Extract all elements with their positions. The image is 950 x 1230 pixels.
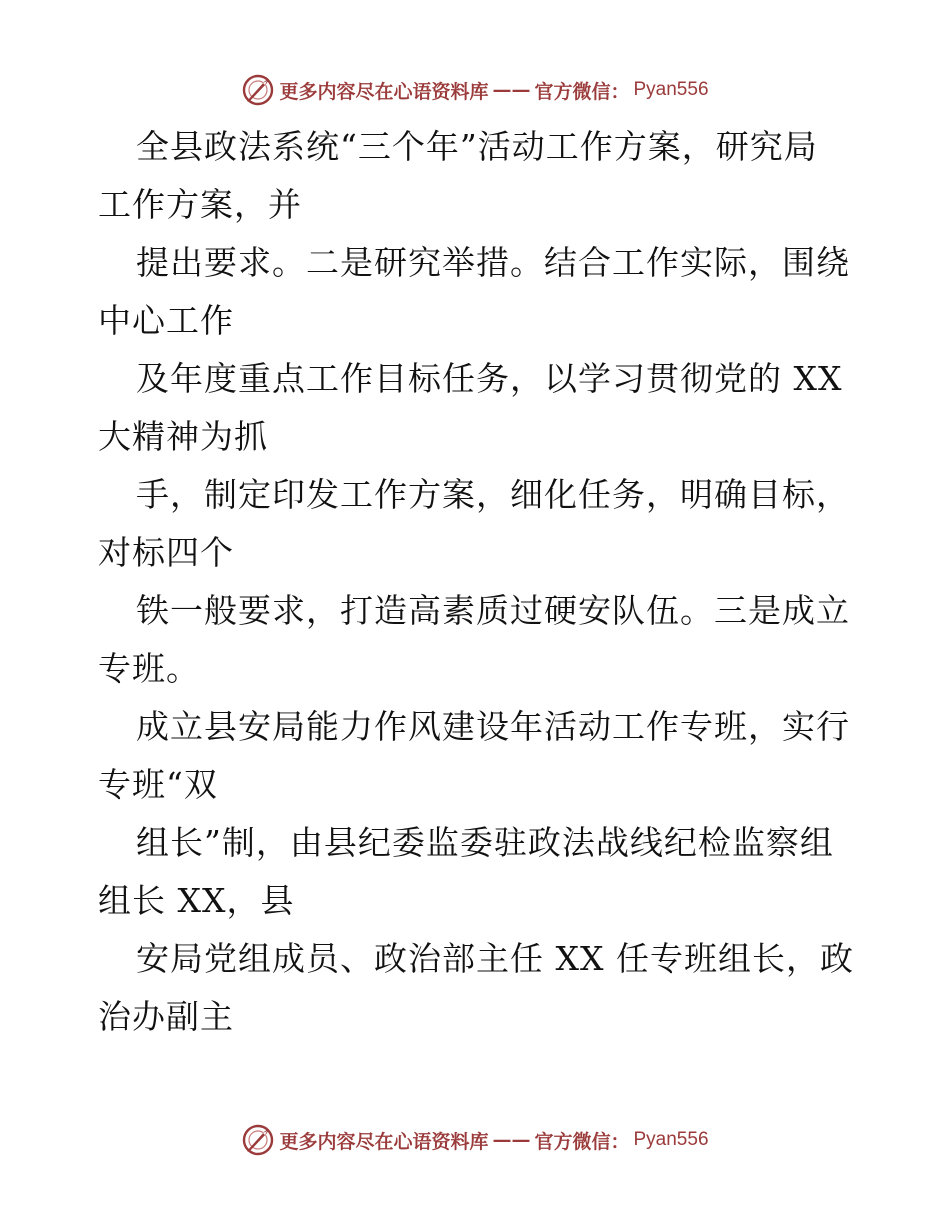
body-line: 治办副主 xyxy=(98,997,234,1036)
header-banner-text: 更多内容尽在心语资料库 xyxy=(279,80,489,103)
body-line: 铁一般要求，打造高素质过硬安队伍。三是成立 xyxy=(136,591,850,630)
body-line: 对标四个 xyxy=(98,533,234,572)
body-line: 安局党组成员、政治部主任 XX 任专班组长，政 xyxy=(136,939,854,978)
header-banner-dash: —— xyxy=(492,79,531,101)
footer-banner-content xyxy=(241,1123,708,1157)
body-line: 专班。 xyxy=(98,649,200,688)
quill-pen-seal-icon xyxy=(241,73,275,107)
body-line: 及年度重点工作目标任务，以学习贯彻党的 XX xyxy=(136,359,843,398)
header-banner xyxy=(0,70,950,110)
body-line: 工作方案，并 xyxy=(98,185,302,224)
footer-banner xyxy=(0,1120,950,1160)
body-line: 中心工作 xyxy=(98,301,234,340)
body-line: 手，制定印发工作方案，细化任务，明确目标， xyxy=(136,475,850,514)
header-banner-content xyxy=(241,73,708,107)
body-line: 提出要求。二是研究举措。结合工作实际，围绕 xyxy=(136,243,850,282)
body-line: 成立县安局能力作风建设年活动工作专班，实行 xyxy=(136,707,850,746)
body-line: 组长”制，由县纪委监委驻政法战线纪检监察组 xyxy=(136,823,834,862)
header-banner-wechat-label: 官方微信： xyxy=(534,80,630,103)
document-body xyxy=(98,118,858,1046)
footer-banner-text: 更多内容尽在心语资料库 xyxy=(279,1130,489,1153)
footer-banner-wechat-label: 官方微信： xyxy=(534,1130,630,1153)
quill-pen-seal-icon xyxy=(241,1123,275,1157)
body-line: 组长 XX，县 xyxy=(98,881,295,920)
header-banner-wechat-id: Pyan556 xyxy=(633,79,709,100)
body-line: 专班“双 xyxy=(98,765,218,804)
body-line: 大精神为抓 xyxy=(98,417,268,456)
body-line: 全县政法系统“三个年”活动工作方案，研究局 xyxy=(136,127,818,166)
footer-banner-dash: —— xyxy=(492,1129,531,1151)
footer-banner-wechat-id: Pyan556 xyxy=(633,1129,709,1150)
